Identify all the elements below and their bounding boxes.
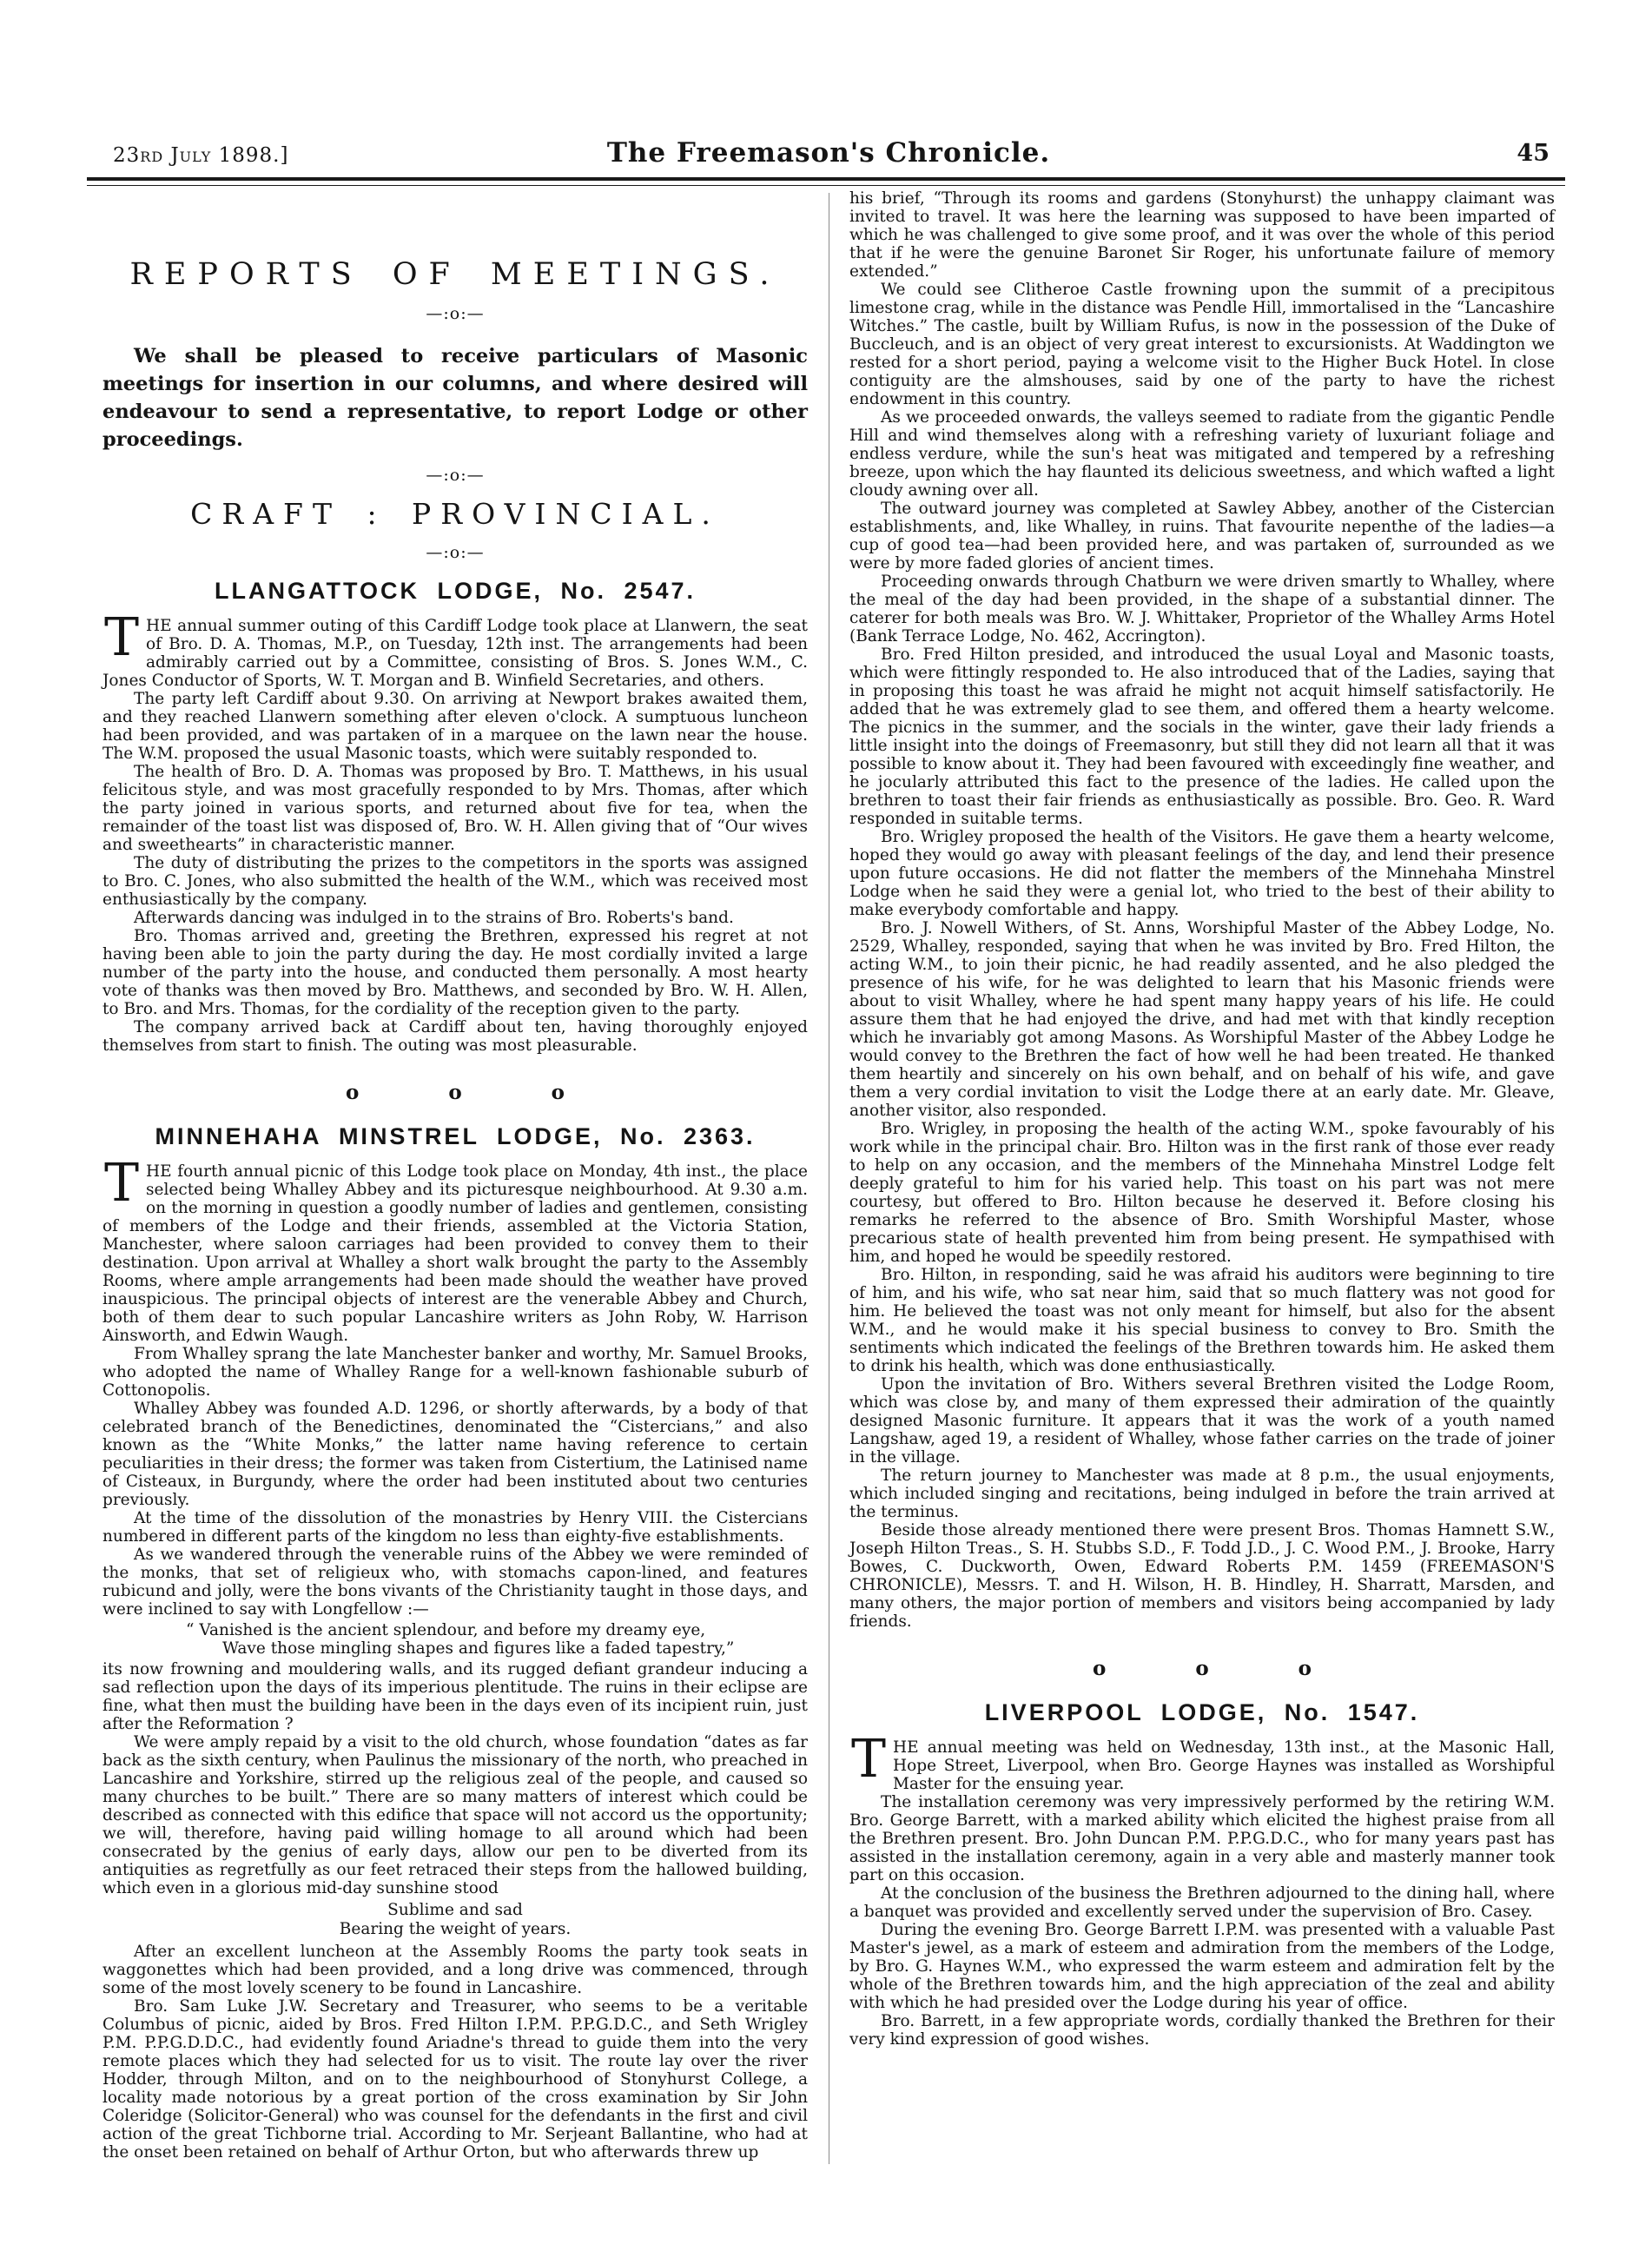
paragraph: Afterwards dancing was indulged in to the strains of Bro. Roberts's band. [134, 909, 734, 927]
page-number: 45 [1517, 140, 1550, 167]
paragraph: Bro. Thomas arrived and, greeting the Brethren, expressed his regret at not having been able to join the party during the day. He most cordially invited a large number of the party into the house, and conducted them personally. A most hearty vote of thanks was then moved by Bro. Matthews, and seconded by Bro. W. H. Allen, to Bro. and Mrs. Thomas, for the cordiality of the reception given to the party. [102, 927, 808, 1018]
paragraph: The health of Bro. D. A. Thomas was proposed by Bro. T. Matthews, in his usual felicitous style, and was most gracefully responded to by Mrs. Thomas, after which the party joined in various sports, and returned about five for tea, when the remainder of the toast list was disposed of, Bro. W. H. Allen giving that of “Our wives and sweethearts” in characteristic manner. [102, 763, 808, 854]
paragraph: We could see Clitheroe Castle frowning upon the summit of a precipitous limestone crag, while in the distance was Pendle Hill, immortalised in the “Lancashire Witches.” The castle, built by William Rufus, is now in the possession of the Duke of Buccleuch, and is an object of very great interest to excursionists. At Waddington we rested for a short period, paying a welcome visit to the Higher Buck Hotel. In close contiguity are the almshouses, said by one of the party to have the richest endowment in this country. [849, 281, 1555, 408]
paragraph: Bro. Fred Hilton presided, and introduced the usual Loyal and Masonic toasts, which were fittingly responded to. He also introduced that of the Ladies, saying that in proposing this toast he was afraid he might not acquit himself satisfactorily. He added that he was extremely glad to see them, and offered them a hearty welcome. The picnics in the summer, and the socials in the winter, gave their lady friends a little insight into the doings of Freemasonry, but still they did not learn all that it was possible to know about it. They had been favoured with exceedingly fine weather, and he jocularly attributed this fact to the presence of the ladies. He called upon the brethren to toast their fair friends as enthusiastically as possible. Bro. Geo. R. Ward responded in suitable terms. [849, 646, 1555, 828]
reports-of-meetings-heading: REPORTS OF MEETINGS. [129, 257, 781, 292]
paragraph-text: HE annual summer outing of this Cardiff Lodge took place at Llanwern, the seat of Bro. D. A. Thomas, M.P., on Tuesday, 12th inst. The arrangements had been admirably carried out by a Committee, consisting of Bros. S. Jones W.M., C. Jones Conductor of Sports, W. T. Morgan and B. Winfield Secretaries, and others. [102, 617, 808, 690]
craft-provincial-heading: CRAFT : PROVINCIAL. [190, 497, 720, 531]
paragraph: The party left Cardiff about 9.30. On arriving at Newport brakes awaited them, and they reached Llanwern something after eleven o'clock. A sumptuous luncheon had been provided, and was partaken of in a marquee on the lawn near the house. The W.M. proposed the usual Masonic toasts, which were suitably responded to. [102, 690, 808, 763]
paragraph: As we wandered through the venerable ruins of the Abbey we were reminded of the monks, that set of religieux who, with stomachs capon-lined, and features rubicund and jolly, were the bons vivants of the Christianity taught in those days, and were inclined to say with Longfellow :— [102, 1546, 808, 1619]
paragraph: his brief, “Through its rooms and gardens (Stonyhurst) the unhappy claimant was invited to travel. It was here the learning was supposed to have been imparted of which he was challenged to give some proof, and it was over the whole of this period that if he were the genuine Baronet Sir Roger, his unfortunate failure of memory extended.” [849, 189, 1555, 281]
article-separator: o o o [1092, 1657, 1312, 1680]
paragraph: Bro. Hilton, in responding, said he was afraid his auditors were beginning to tire of him, and his wife, who sat near him, said that so much flattery was not good for him. He believed the toast was not only meant for himself, but also for the absent W.M., and he would make it his special business to convey to Bro. Smith the sentiments which indicated the feelings of the Brethren towards him. He asked them to drink his health, which was done enthusiastically. [849, 1266, 1555, 1375]
paragraph: Upon the invitation of Bro. Withers several Brethren visited the Lodge Room, which was close by, and many of them expressed their admiration of the quaintly designed Masonic furniture. It appears that it was the work of a youth named Langshaw, aged 19, a resident of Whalley, whose father carries on the trade of joiner in the village. [849, 1375, 1555, 1466]
article-separator: o o o [345, 1081, 565, 1104]
paragraph: After an excellent luncheon at the Assembly Rooms the party took seats in waggonettes which had been provided, and a long drive was commenced, through some of the most lovely scenery to be found in Lancashire. [102, 1943, 808, 1997]
verse-line: Bearing the weight of years. [339, 1920, 572, 1938]
verse-line: Wave those mingling shapes and figures like a faded tapestry,” [222, 1639, 735, 1658]
paragraph: its now frowning and mouldering walls, and its rugged defiant grandeur inducing a sad reflection upon the days of its imperious plentitude. The ruins in their eclipse are fine, what then must the building have been in the days even of its incipient ruin, just after the Reformation ? [102, 1660, 808, 1733]
verse-line: Sublime and sad [387, 1901, 523, 1919]
paragraph [849, 1729, 1555, 1793]
drop-cap: T [851, 1729, 887, 1790]
right-column [849, 189, 1555, 2049]
columns-container [102, 189, 1555, 2216]
paragraph: Bro. Wrigley, in proposing the health of the acting W.M., spoke favourably of his work while in the principal chair. Bro. Hilton was in the first rank of those ever ready to help on any occasion, and the members of the Minnehaha Minstrel Lodge felt deeply grateful to him for his varied help. This toast on his part was not mere courtesy, but offered to Bro. Hilton because he deserved it. Before closing his remarks he referred to the absence of Bro. Smith Worshipful Master, whose precarious state of health prevented him from being present. He sympathised with him, and hoped he would be speedily restored. [849, 1120, 1555, 1266]
paragraph: Bro. Sam Luke J.W. Secretary and Treasurer, who seems to be a veritable Columbus of picnic, aided by Bros. Fred Hilton I.P.M. P.P.G.D.C., and Seth Wrigley P.M. P.P.G.D.D.C., had evidently found Ariadne's thread to guide them into the very remote places which they had selected for us to visit. The route lay over the river Hodder, through Milton, and on to the neighbourhood of Stonyhurst College, a locality made notorious by a great portion of the cross examination by Sir John Coleridge (Solicitor-General) who was counsel for the defendants in the first and civil action of the great Tichborne trial. According to Mr. Serjeant Ballantine, who had at the onset been retained on behalf of Arthur Orton, but who afterwards threw up [102, 1997, 808, 2162]
paragraph: Bro. Wrigley proposed the health of the Visitors. He gave them a hearty welcome, hoped they would go away with pleasant feelings of the day, and lend their presence upon future occasions. He did not flatter the members of the Minnehaha Minstrel Lodge when he said they were a genial lot, who tried to the best of their ability to make everybody comfortable and happy. [849, 828, 1555, 919]
section-divider: —:o:— [426, 466, 485, 485]
paragraph: Proceeding onwards through Chatburn we were driven smartly to Whalley, where the meal of the day had been provided, in the shape of a substantial dinner. The caterer for both meals was Bro. W. J. Whittaker, Proprietor of the Whalley Arms Hotel (Bank Terrace Lodge, No. 462, Accrington). [849, 573, 1555, 646]
section-divider: —:o:— [426, 543, 485, 562]
masthead [102, 120, 1555, 170]
paragraph-text: HE fourth annual picnic of this Lodge took place on Monday, 4th inst., the place selected being Whalley Abbey and its picturesque neighbourhood. At 9.30 a.m. on the morning in question a goodly number of ladies and gentlemen, consisting of members of the Lodge and their friends, assembled at the Victoria Station, Manchester, where saloon carriages had been provided to convey them to their destination. Upon arrival at Whalley a short walk brought the party to the Assembly Rooms, where ample arrangements had been made should the weather have proved inauspicious. The principal objects of interest are the venerable Abbey and Church, both of them dear to such popular Lancashire writers as John Roby, W. Harrison Ainsworth, and Edwin Waugh. [102, 1162, 808, 1345]
newspaper-title: The Freemason's Chronicle. [606, 137, 1051, 169]
paragraph [102, 1153, 808, 1345]
paragraph: The return journey to Manchester was made at 8 p.m., the usual enjoyments, which included singing and recitations, being indulged in before the train arrived at the terminus. [849, 1466, 1555, 1521]
drop-cap: T [104, 1153, 140, 1214]
paragraph: As we proceeded onwards, the valleys seemed to radiate from the gigantic Pendle Hill and wind themselves along with a refreshing variety of luxuriant foliage and endless verdure, while the sun's heat was mitigated and tempered by a refreshing breeze, upon which the hay flaunted its delicious sweetness, and which wafted a light cloudy awning over all. [849, 408, 1555, 500]
sublime-verse [102, 1901, 808, 1939]
paragraph: At the time of the dissolution of the monastries by Henry VIII. the Cistercians numbered in different parts of the kingdom no less than eighty-five establishments. [102, 1509, 808, 1546]
longfellow-verse [186, 1621, 808, 1658]
paragraph-text: HE annual meeting was held on Wednesday, 13th inst., at the Masonic Hall, Hope Street, Liverpool, when Bro. George Haynes was installed as Worshipful Master for the ensuing year. [893, 1738, 1555, 1793]
paragraph: Whalley Abbey was founded A.D. 1296, or shortly afterwards, by a body of that celebrated branch of the Benedictines, denominated the “Cistercians,” and also known as the “White Monks,” the latter name having reference to certain peculiarities in their dress; the former was taken from Cistertium, the Latinised name of Cisteaux, in Burgundy, where the order had been instituted about two centuries previously. [102, 1400, 808, 1509]
editorial-intro-paragraph: We shall be pleased to receive particulars of Masonic meetings for insertion in our columns, and where desired will endeavour to send a representative, to report Lodge or other proceedings. [102, 345, 808, 451]
paragraph: We were amply repaid by a visit to the old church, whose foundation “dates as far back as the sixth century, when Paulinus the missionary of the north, who preached in Lancashire and Yorkshire, stirred up the religious zeal of the people, and caused so many churches to be built.” There are so many matters of interest which could be described as connected with this edifice that space will not accord us the opportunity; we will, therefore, having paid willing homage to all around which had been consecrated by the genius of early days, allow our pen to be diverted from its antiquities as regretfully as our feet retraced their steps from the hallowed building, which even in a glorious mid-day sunshine stood [102, 1733, 808, 1897]
left-column [102, 189, 808, 2162]
paragraph: The installation ceremony was very impressively performed by the retiring W.M. Bro. George Barrett, with a marked ability which elicited the highest praise from all the Brethren present. Bro. John Duncan P.M. P.P.G.D.C., who for many years past has assisted in the installation ceremony, again in a very able and masterly manner took part on this occasion. [849, 1793, 1555, 1884]
paragraph: The duty of distributing the prizes to the competitors in the sports was assigned to Bro. C. Jones, who also submitted the health of the W.M., which was received most enthusiastically by the company. [102, 854, 808, 909]
liverpool-lodge-heading: LIVERPOOL LODGE, No. 1547. [984, 1699, 1420, 1725]
section-divider: —:o:— [426, 304, 485, 323]
minnehaha-lodge-heading: MINNEHAHA MINSTREL LODGE, No. 2363. [155, 1123, 756, 1149]
paragraph [102, 607, 808, 690]
paragraph: The company arrived back at Cardiff about ten, having thoroughly enjoyed themselves from start to finish. The outing was most pleasurable. [102, 1018, 808, 1055]
paragraph: Beside those already mentioned there were present Bros. Thomas Hamnett S.W., Joseph Hilton Treas., S. H. Stubbs S.D., F. Todd J.D., J. C. Wood P.M., J. Brooke, Harry Bowes, C. Duckworth, Owen, Edward Roberts P.M. 1459 (FREEMASON'S CHRONICLE), Messrs. T. and H. Wilson, H. B. Hindley, H. Sharratt, Marsden, and many others, the major portion of members and visitors being accompanied by lady friends. [849, 1521, 1555, 1631]
paragraph: At the conclusion of the business the Brethren adjourned to the dining hall, where a banquet was provided and excellently served under the supervision of Bro. Casey. [849, 1884, 1555, 1921]
masthead-rule [87, 177, 1565, 186]
issue-date: 23rd July 1898.] [113, 144, 289, 167]
paragraph: Bro. J. Nowell Withers, of St. Anns, Worshipful Master of the Abbey Lodge, No. 2529, Whalley, responded, saying that when he was invited by Bro. Fred Hilton, the acting W.M., to join their picnic, he had readily assented, and he also pledged the presence of his wife, for he was delighted to learn that his Masonic friends were about to visit Whalley, where he had spent many happy years of his life. He could assure them that he had enjoyed the drive, and had met with that kindly reception which he invariably got among Masons. As Worshipful Master of the Abbey Lodge he would convey to the Brethren the fact of how well he had been treated. He thanked them heartily and sincerely on his own behalf, and on behalf of his wife, and gave them a very cordial invitation to visit the Lodge there at an early date. Mr. Gleave, another visitor, also responded. [849, 919, 1555, 1120]
paragraph: The outward journey was completed at Sawley Abbey, another of the Cistercian establishments, and, like Whalley, in ruins. That favourite nepenthe of the ladies—a cup of good tea—had been provided here, and was partaken of, surrounded as we were by more faded glories of ancient times. [849, 500, 1555, 573]
verse-line: “ Vanished is the ancient splendour, and before my dreamy eye, [186, 1621, 706, 1639]
paragraph: Bro. Barrett, in a few appropriate words, cordially thanked the Brethren for their very kind expression of good wishes. [849, 2012, 1555, 2049]
llangattock-lodge-heading: LLANGATTOCK LODGE, No. 2547. [214, 578, 697, 604]
paragraph: From Whalley sprang the late Manchester banker and worthy, Mr. Samuel Brooks, who adopted the name of Whalley Range for a well-known fashionable suburb of Cottonopolis. [102, 1345, 808, 1400]
drop-cap: T [104, 607, 140, 668]
paragraph: During the evening Bro. George Barrett I.P.M. was presented with a valuable Past Master's jewel, as a mark of esteem and admiration from the members of the Lodge, by Bro. G. Haynes W.M., who expressed the warm esteem and admiration felt by the whole of the Brethren towards him, and the high appreciation of the zeal and ability with which he had presided over the Lodge during his year of office. [849, 1921, 1555, 2012]
